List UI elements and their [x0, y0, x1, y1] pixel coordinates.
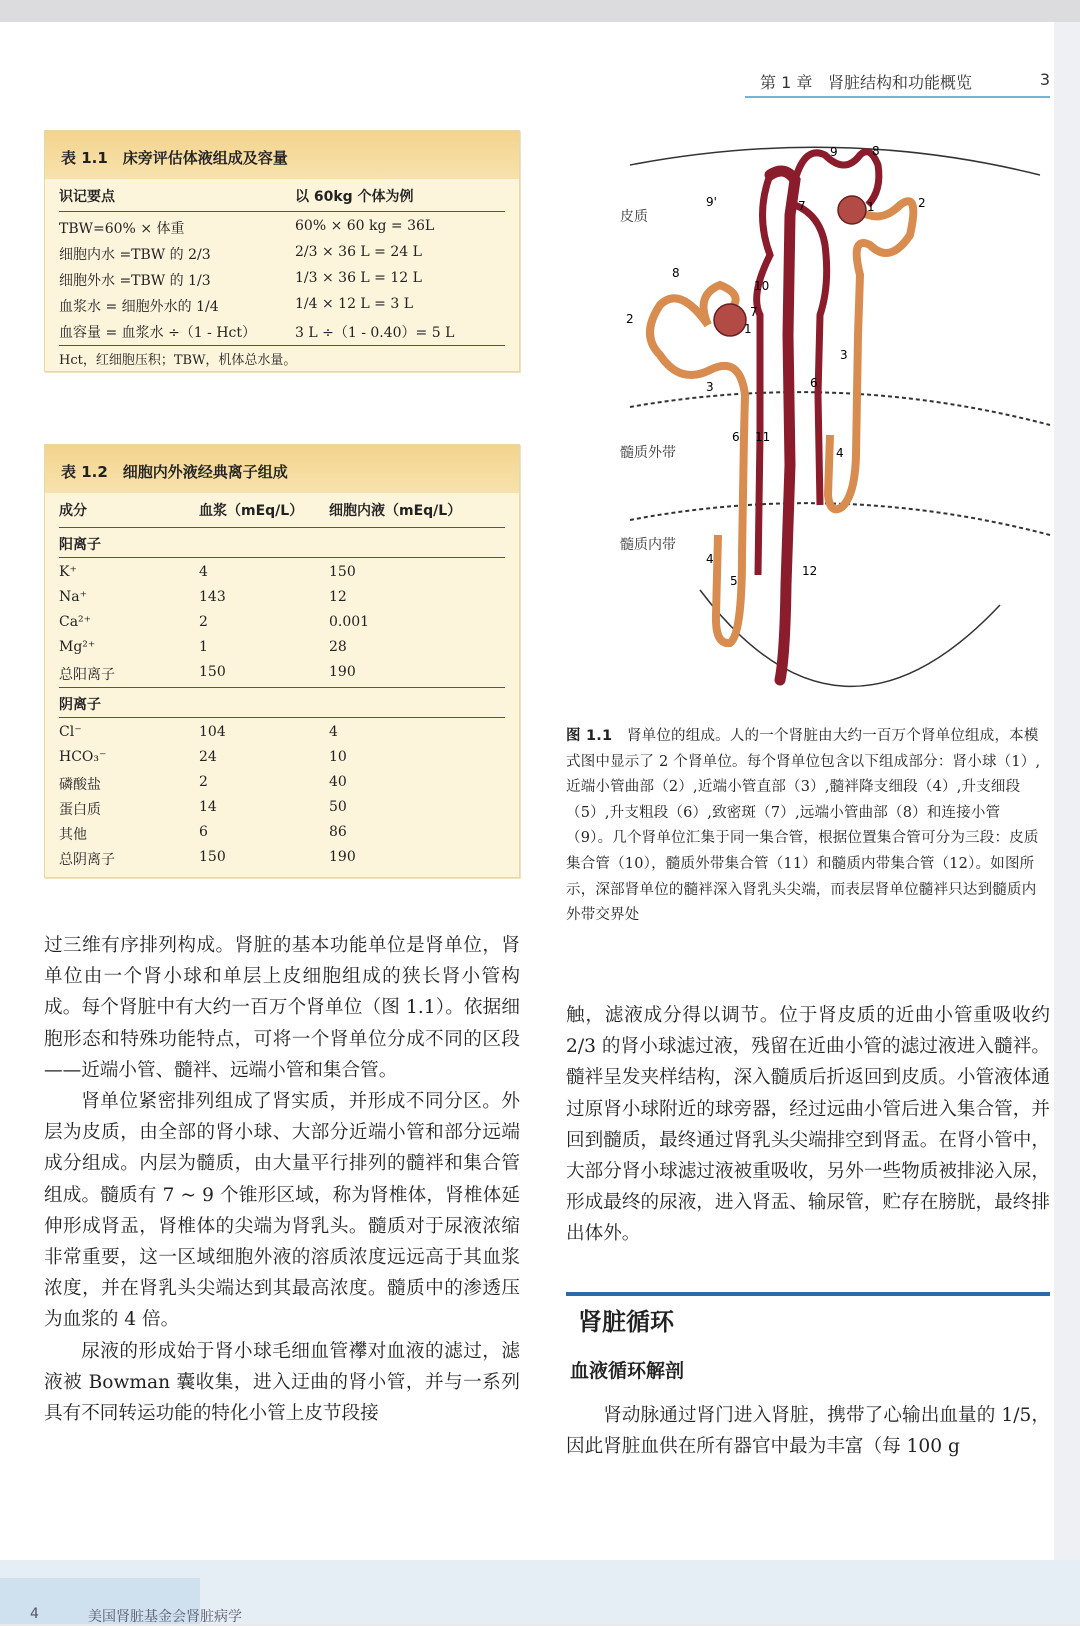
table-cell: 血浆水 = 细胞外水的 1/4: [59, 299, 219, 315]
table-1-2-title-bar: [45, 445, 519, 493]
table-cell: 6: [199, 824, 208, 840]
table-cell: HCO₃⁻: [59, 749, 107, 765]
table-cell: 4: [199, 564, 208, 580]
segment-number-label: 6: [810, 376, 818, 390]
table-cell: 磷酸盐: [59, 777, 101, 793]
segment-number-label: 3: [706, 380, 714, 394]
table-note: Hct，红细胞压积；TBW，机体总水量。: [59, 353, 297, 368]
glomerulus-superficial: [838, 196, 866, 224]
nephron-diagram: [620, 135, 1060, 695]
table-cell: 190: [329, 849, 356, 865]
table-cell: 40: [329, 774, 347, 790]
table-row: [59, 241, 505, 265]
paragraph: 肾动脉通过肾门进入肾脏，携带了心输出血量的 1/5，因此肾脏血供在所有器官中最为丰富（每 100 g: [566, 1405, 1050, 1458]
left-column-text: [44, 930, 520, 1429]
table-row: [59, 796, 505, 820]
table-cell: 60% × 60 kg = 36L: [295, 218, 435, 234]
table-1-2: [44, 444, 520, 878]
subsection-title: 血液循环解剖: [570, 1360, 685, 1382]
table-cell: 86: [329, 824, 347, 840]
segment-number-label: 7: [798, 199, 806, 213]
distal-tubule-deep: [757, 175, 770, 575]
cortex-medulla-boundary: [630, 392, 1050, 425]
column-header: 识记要点: [59, 189, 115, 205]
table-cell: TBW=60% × 体重: [59, 221, 185, 237]
header-rule-line: [59, 527, 505, 528]
segment-number-label: 11: [755, 430, 771, 444]
table-header-row: [59, 497, 505, 521]
table-cell: 蛋白质: [59, 802, 101, 818]
table-cell: 1: [199, 639, 208, 655]
table-rule-line: [59, 557, 505, 558]
column-header: 以 60kg 个体为例: [295, 189, 414, 205]
table-cell: 28: [329, 639, 347, 655]
paragraph: 触，滤液成分得以调节。位于肾皮质的近曲小管重吸收约 2/3 的肾小球滤过液，残留在近曲小管的滤过液进入髓袢。髓袢呈发夹样结构，深入髓质后折返回到皮质。小管液体通过原肾小球附近的球旁器，经过远曲小管后进入集合管，并回到髓质，最终通过肾乳头尖端排空到肾盂。在肾小管中，大部分肾小球滤过液被重吸收，另外一些物质被排泌入尿，形成最终的尿液，进入肾盂、输尿管，贮存在膀胱，最终排出体外。: [566, 1005, 1050, 1245]
table-cell: 24: [199, 749, 217, 765]
table-cell: 4: [329, 724, 338, 740]
table-cell: 150: [199, 849, 226, 865]
segment-number-label: 12: [802, 564, 818, 578]
section-title: 肾脏循环: [578, 1308, 674, 1336]
table-row: [59, 586, 505, 610]
table-cell: Mg²⁺: [59, 639, 96, 655]
column-header: 细胞内液（mEq/L）: [329, 503, 462, 519]
zone-label-inner-medulla: 髓质内带: [620, 537, 676, 553]
table-cell: Ca²⁺: [59, 614, 92, 630]
table-header-row: [59, 183, 505, 207]
table-cell: 104: [199, 724, 226, 740]
top-margin-strip: [0, 0, 1080, 22]
table-cell: 150: [329, 564, 356, 580]
table-cell: 1/4 × 12 L = 3 L: [295, 296, 414, 312]
table-row: [59, 821, 505, 845]
table-row: [59, 846, 505, 870]
chapter-label: 第 1 章: [760, 73, 813, 92]
header-rule: [745, 96, 1050, 98]
table-cell: 2: [199, 614, 208, 630]
table-row: [59, 319, 505, 343]
table-cell: 细胞外水 =TBW 的 1/3: [59, 273, 211, 289]
table-rule-line: [59, 345, 505, 346]
paragraph: 过三维有序排列构成。肾脏的基本功能单位是肾单位，肾单位由一个肾小球和单层上皮细胞组成的狭长肾小管构成。每个肾脏中有大约一百万个肾单位（图 1.1）。依据细胞形态和特殊功能特点，可将一个肾单位分成不同的区段——近端小管、髓袢、远端小管和集合管。: [44, 935, 520, 1081]
chapter-title: 肾脏结构和功能概览: [828, 73, 973, 92]
segment-number-label: 7: [750, 305, 758, 319]
right-column-text: [566, 1000, 1050, 1250]
table-row: [59, 746, 505, 770]
column-header: 血浆（mEq/L）: [199, 503, 304, 519]
connecting-tubule: [795, 152, 879, 205]
figure-caption-label: 图 1.1: [566, 728, 613, 744]
table-cell: 其他: [59, 827, 87, 843]
table-row: [59, 661, 505, 685]
table-row: [59, 721, 505, 745]
table-row: [59, 636, 505, 660]
table-cell: 150: [199, 664, 226, 680]
paragraph: 肾单位紧密排列组成了肾实质，并形成不同分区。外层为皮质，由全部的肾小球、大部分近端小管和部分远端成分组成。内层为髓质，由大量平行排列的髓袢和集合管组成。髓质有 7 ~ 9 个锥形区域，称为肾椎体，肾椎体延伸形成肾盂，肾椎体的尖端为肾乳头。髓质对于尿液浓缩非常重要，这一区域细胞外液的溶质浓度远远高于其血浆浓度，并在肾乳头尖端达到其最高浓度。髓质中的渗透压为血浆的 4 倍。: [44, 1091, 520, 1331]
segment-number-label: 1: [744, 322, 752, 336]
table-title: 表 1.1 床旁评估体液组成及容量: [61, 149, 288, 167]
segment-number-label: 6: [732, 430, 740, 444]
table-cell: 细胞内水 =TBW 的 2/3: [59, 247, 211, 263]
table-cell: 2: [199, 774, 208, 790]
segment-number-label: 8: [672, 266, 680, 280]
table-rule-line: [59, 687, 505, 688]
table-row: [59, 561, 505, 585]
section-label: 阴离子: [59, 697, 101, 713]
glomerulus-deep: [714, 304, 746, 336]
papilla-outline: [700, 590, 1000, 686]
table-cell: 10: [329, 749, 347, 765]
distal-tubule-superficial: [795, 205, 827, 505]
table-cell: 3 L ÷（1 - 0.40）= 5 L: [295, 325, 455, 341]
table-cell: 总阴离子: [59, 852, 115, 868]
next-page-running-title: 美国肾脏基金会肾脏病学: [88, 1609, 242, 1625]
table-cell: 0.001: [329, 614, 370, 630]
zone-label-cortex: 皮质: [620, 209, 648, 225]
segment-number-label: 9: [830, 145, 838, 159]
segment-number-label: 2: [626, 312, 634, 326]
collecting-duct: [770, 171, 795, 680]
figure-caption: [566, 724, 1044, 929]
figure-caption-text: 肾单位的组成。人的一个肾脏由大约一百万个肾单位组成，本模式图中显示了 2 个肾单位。每个肾单位包含以下组成部分：肾小球（1）,近端小管曲部（2）,近端小管直部（3）,髓袢降支细段（4）,升支细段（5）,升支粗段（6）,致密斑（7）,远端小管曲部（8）和连接小管（9）。几个肾单位汇集于同一集合管，根据位置集合管可分为三段：皮质集合管（10），髓质外带集合管（11）和髓质内带集合管（12）。如图所示，深部肾单位的髓袢深入肾乳头尖端，而表层肾单位髓袢只达到髓质内外带交界处: [566, 728, 1041, 924]
running-header: [760, 66, 1050, 94]
table-1-1: [44, 130, 520, 372]
table-cell: 血容量 = 血浆水 ÷（1 - Hct）: [59, 325, 257, 341]
table-cell: 12: [329, 589, 347, 605]
table-rule-line: [59, 717, 505, 718]
table-row: [59, 215, 505, 239]
segment-number-label: 9': [706, 195, 717, 209]
table-cell: Cl⁻: [59, 724, 82, 740]
segment-number-label: 4: [706, 552, 714, 566]
section-row-cations: [59, 531, 505, 555]
table-cell: 14: [199, 799, 217, 815]
segment-number-label: 2: [918, 196, 926, 210]
table-cell: K⁺: [59, 564, 77, 580]
header-rule-line: [59, 211, 505, 212]
proximal-tubule-deep: [650, 298, 745, 643]
segment-number-label: 4: [836, 446, 844, 460]
table-title: 表 1.2 细胞内外液经典离子组成: [61, 463, 288, 481]
zone-label-outer-medulla: 髓质外带: [620, 445, 676, 461]
section-label: 阳离子: [59, 537, 101, 553]
next-page-number: 4: [30, 1606, 39, 1622]
page-number: 3: [1039, 70, 1050, 89]
table-row: [59, 771, 505, 795]
table-row: [59, 267, 505, 291]
table-cell: 143: [199, 589, 226, 605]
table-cell: 50: [329, 799, 347, 815]
table-1-1-title-bar: [45, 131, 519, 179]
segment-number-label: 3: [840, 348, 848, 362]
paragraph: 尿液的形成始于肾小球毛细血管襻对血液的滤过，滤液被 Bowman 囊收集，进入迂曲的肾小管，并与一系列具有不同转运功能的特化小管上皮节段接: [44, 1340, 520, 1425]
section-rule: [566, 1292, 1050, 1296]
segment-number-label: 5: [730, 574, 738, 588]
segment-number-label: 10: [754, 279, 770, 293]
table-cell: 2/3 × 36 L = 24 L: [295, 244, 422, 260]
section-row-anions: [59, 691, 505, 715]
table-row: [59, 293, 505, 317]
table-cell: 190: [329, 664, 356, 680]
right-column-text-2: [566, 1400, 1050, 1462]
segment-number-label: 8: [872, 144, 880, 158]
table-cell: 1/3 × 36 L = 12 L: [295, 270, 422, 286]
column-header: 成分: [59, 503, 87, 519]
table-row: [59, 611, 505, 635]
table-cell: 总阳离子: [59, 667, 115, 683]
segment-number-label: 1: [867, 200, 875, 214]
table-cell: Na⁺: [59, 589, 87, 605]
